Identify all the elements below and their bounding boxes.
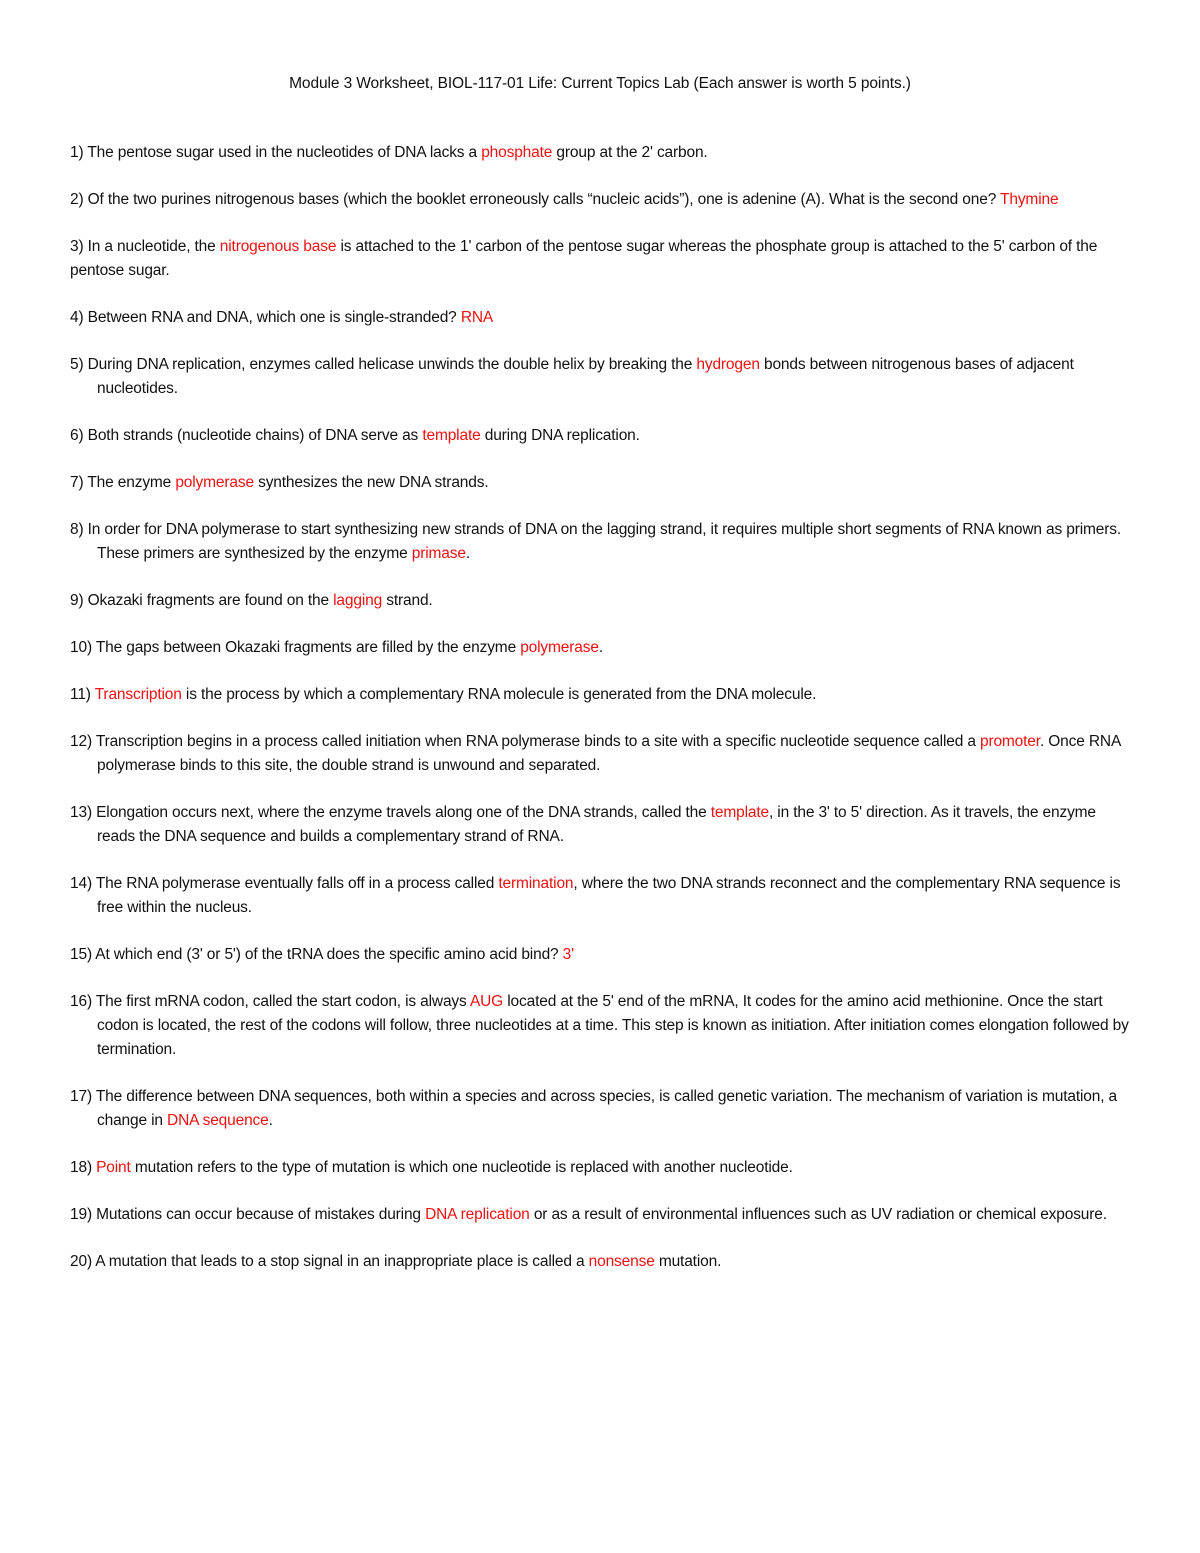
question-item [70, 353, 1132, 401]
question-text: 7) The enzyme [70, 474, 176, 491]
question-text: 14) The RNA polymerase eventually falls off in a process called [70, 875, 499, 892]
question-item [70, 1156, 1132, 1180]
question-text: 20) A mutation that leads to a stop signal in an inappropriate place is called a [70, 1253, 589, 1270]
answer-text: polymerase [520, 639, 599, 656]
question-text: 18) [70, 1159, 97, 1176]
answer-text: Point [96, 1159, 131, 1176]
question-item [70, 518, 1132, 566]
question-text: 9) Okazaki fragments are found on the [70, 592, 334, 609]
question-text: 12) Transcription begins in a process called initiation when RNA polymerase binds to a site with a specific nucleotide sequence called a [70, 733, 980, 750]
question-item [70, 424, 1132, 448]
question-text: strand. [382, 592, 433, 609]
question-item [70, 683, 1132, 707]
question-text: 3) In a nucleotide, the [70, 238, 220, 255]
answer-text: promoter [979, 733, 1040, 750]
question-item [70, 235, 1132, 283]
question-text: 15) At which end (3' or 5') of the tRNA does the specific amino acid bind? [70, 946, 563, 963]
answer-text: 3' [562, 946, 574, 963]
question-item [70, 589, 1132, 613]
question-text: is attached to the 1' carbon of the pentose sugar whereas the phosphate group is attached to the 5' carbon of the pentose sugar. [70, 238, 1098, 279]
answer-text: Transcription [94, 686, 182, 703]
question-text: 17) The difference between DNA sequences, both within a species and across species, is called genetic variation. The mechanism of variation is mutation, a change in [70, 1088, 1117, 1129]
answer-text: hydrogen [696, 356, 760, 373]
question-text: , in the 3' to 5' direction. As it travels, the enzyme reads the DNA sequence and builds a complementary strand of RNA. [97, 804, 1096, 845]
question-text: during DNA replication. [480, 427, 640, 444]
question-item [70, 1250, 1132, 1274]
answer-text: RNA [460, 309, 494, 326]
question-item [70, 1203, 1132, 1227]
question-item [70, 730, 1132, 778]
question-item [70, 306, 1132, 330]
question-text: is the process by which a complementary RNA molecule is generated from the DNA molecule. [181, 686, 817, 703]
answer-text: primase [411, 545, 466, 562]
question-text: 10) The gaps between Okazaki fragments are filled by the enzyme [70, 639, 521, 656]
question-text: synthesizes the new DNA strands. [253, 474, 489, 491]
question-text: mutation refers to the type of mutation is which one nucleotide is replaced with another nucleotide. [130, 1159, 793, 1176]
question-text: 2) Of the two purines nitrogenous bases (which the booklet erroneously calls “nucleic acids”), one is adenine (A). What is the second one? [70, 191, 1001, 208]
question-text: 4) Between RNA and DNA, which one is single-stranded? [70, 309, 461, 326]
question-item [70, 1085, 1132, 1133]
answer-text: termination [498, 875, 574, 892]
question-item [70, 636, 1132, 660]
question-text: 19) Mutations can occur because of mistakes during [70, 1206, 426, 1223]
question-text: . Once RNA polymerase binds to this site, the double strand is unwound and separated. [97, 733, 1121, 774]
question-text: located at the 5' end of the mRNA, It codes for the amino acid methionine. Once the start codon is located, the rest of the codons will follow, three nucleotides at a time. This step is known as initiation. After initiation comes elongation followed by termination. [97, 993, 1129, 1058]
question-text: 5) During DNA replication, enzymes called helicase unwinds the double helix by breaking the [70, 356, 697, 373]
worksheet-title: Module 3 Worksheet, BIOL-117-01 Life: Current Topics Lab (Each answer is worth 5 points.) [289, 75, 911, 92]
answer-text: template [710, 804, 769, 821]
question-item [70, 872, 1132, 920]
answer-text: phosphate [481, 144, 553, 161]
question-text: . [598, 639, 603, 656]
answer-text: nonsense [588, 1253, 655, 1270]
answer-text: AUG [469, 993, 504, 1010]
question-text: bonds between nitrogenous bases of adjacent nucleotides. [97, 356, 1074, 397]
question-text: 6) Both strands (nucleotide chains) of DNA serve as [70, 427, 423, 444]
question-text: 1) The pentose sugar used in the nucleotides of DNA lacks a [70, 144, 482, 161]
answer-text: nitrogenous base [219, 238, 337, 255]
question-text: . [268, 1112, 273, 1129]
question-text: , where the two DNA strands reconnect and the complementary RNA sequence is free within the nucleus. [97, 875, 1121, 916]
question-text: group at the 2' carbon. [552, 144, 708, 161]
question-text: . [465, 545, 470, 562]
question-text: 16) The first mRNA codon, called the start codon, is always [70, 993, 470, 1010]
answer-text: template [422, 427, 481, 444]
answer-text: polymerase [175, 474, 254, 491]
answer-text: Thymine [1000, 191, 1059, 208]
answer-text: lagging [333, 592, 383, 609]
question-text: mutation. [654, 1253, 722, 1270]
question-text: 13) Elongation occurs next, where the enzyme travels along one of the DNA strands, called the [70, 804, 711, 821]
question-text: 11) [70, 686, 95, 703]
question-item [70, 943, 1132, 967]
question-item [70, 141, 1132, 165]
question-item [70, 990, 1132, 1062]
question-text: 8) In order for DNA polymerase to start synthesizing new strands of DNA on the lagging strand, it requires multiple short segments of RNA known as primers. These primers are synthesized by the enzyme [70, 521, 1122, 562]
question-item [70, 801, 1132, 849]
question-list [70, 141, 1132, 1297]
question-item [70, 471, 1132, 495]
question-text: or as a result of environmental influences such as UV radiation or chemical exposure. [529, 1206, 1107, 1223]
answer-text: DNA sequence [167, 1112, 269, 1129]
answer-text: DNA replication [425, 1206, 530, 1223]
question-item [70, 188, 1132, 212]
